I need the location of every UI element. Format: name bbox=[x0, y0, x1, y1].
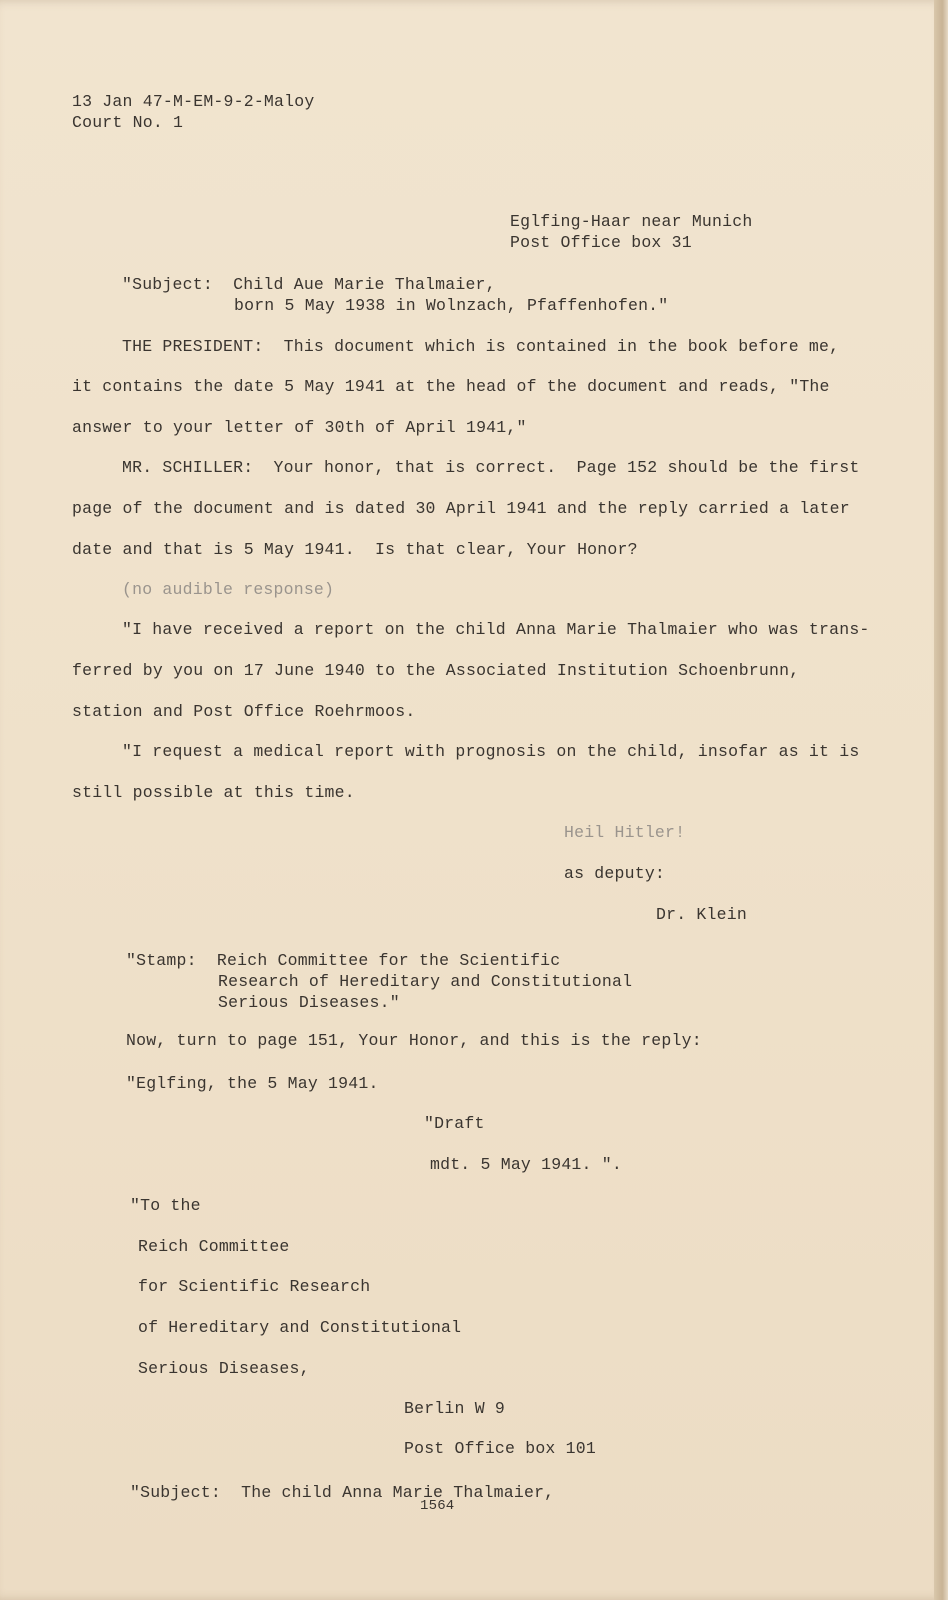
president-line-1: THE PRESIDENT: This document which is contained in the book before me, bbox=[122, 337, 840, 356]
subject-line-2: born 5 May 1938 in Wolnzach, Pfaffenhofen." bbox=[234, 296, 669, 315]
subject2-line: "Subject: The child Anna Marie Thalmaier, bbox=[130, 1483, 555, 1502]
schiller-line-1: MR. SCHILLER: Your honor, that is correct. Page 152 should be the first bbox=[122, 458, 860, 477]
address-line-1: Eglfing-Haar near Munich bbox=[510, 212, 753, 231]
request-line-2: still possible at this time. bbox=[72, 783, 355, 802]
subject-line-1: "Subject: Child Aue Marie Thalmaier, bbox=[122, 275, 496, 294]
recipient-line-4: of Hereditary and Constitutional bbox=[138, 1318, 462, 1337]
president-line-3: answer to your letter of 30th of April 1941," bbox=[72, 418, 527, 437]
recipient-line-5: Serious Diseases, bbox=[138, 1359, 310, 1378]
no-response-note: (no audible response) bbox=[122, 580, 335, 599]
schiller-line-2: page of the document and is dated 30 April 1941 and the reply carried a later bbox=[72, 499, 850, 518]
closing-deputy: as deputy: bbox=[564, 864, 666, 883]
recipient-line-7: Post Office box 101 bbox=[404, 1439, 596, 1458]
recipient-line-6: Berlin W 9 bbox=[404, 1399, 506, 1418]
draft-line-2: mdt. 5 May 1941. ". bbox=[430, 1155, 622, 1174]
report-line-2: ferred by you on 17 June 1940 to the Associated Institution Schoenbrunn, bbox=[72, 661, 800, 680]
closing-salute: Heil Hitler! bbox=[564, 823, 686, 842]
report-line-3: station and Post Office Roehrmoos. bbox=[72, 702, 416, 721]
page-number: 1564 bbox=[420, 1498, 455, 1514]
address-line-2: Post Office box 31 bbox=[510, 233, 692, 252]
stamp-line-2: Research of Hereditary and Constitutional bbox=[218, 972, 633, 991]
president-line-2: it contains the date 5 May 1941 at the head of the document and reads, "The bbox=[72, 377, 830, 396]
schiller-line-3: date and that is 5 May 1941. Is that clear, Your Honor? bbox=[72, 540, 638, 559]
recipient-line-1: "To the bbox=[130, 1196, 201, 1215]
turn-page-line: Now, turn to page 151, Your Honor, and this is the reply: bbox=[126, 1031, 702, 1050]
reply-date-line: "Eglfing, the 5 May 1941. bbox=[126, 1074, 379, 1093]
report-line-1: "I have received a report on the child Anna Marie Thalmaier who was trans- bbox=[122, 620, 870, 639]
reference-line: 13 Jan 47-M-EM-9-2-Maloy bbox=[72, 92, 315, 111]
court-line: Court No. 1 bbox=[72, 113, 184, 132]
stamp-line-1: "Stamp: Reich Committee for the Scientific bbox=[126, 951, 561, 970]
closing-signature: Dr. Klein bbox=[656, 905, 747, 924]
page-edge bbox=[934, 0, 948, 1600]
request-line-1: "I request a medical report with prognosis on the child, insofar as it is bbox=[122, 742, 860, 761]
recipient-line-2: Reich Committee bbox=[138, 1237, 290, 1256]
recipient-line-3: for Scientific Research bbox=[138, 1277, 371, 1296]
draft-line-1: "Draft bbox=[424, 1114, 485, 1133]
stamp-line-3: Serious Diseases." bbox=[218, 993, 400, 1012]
